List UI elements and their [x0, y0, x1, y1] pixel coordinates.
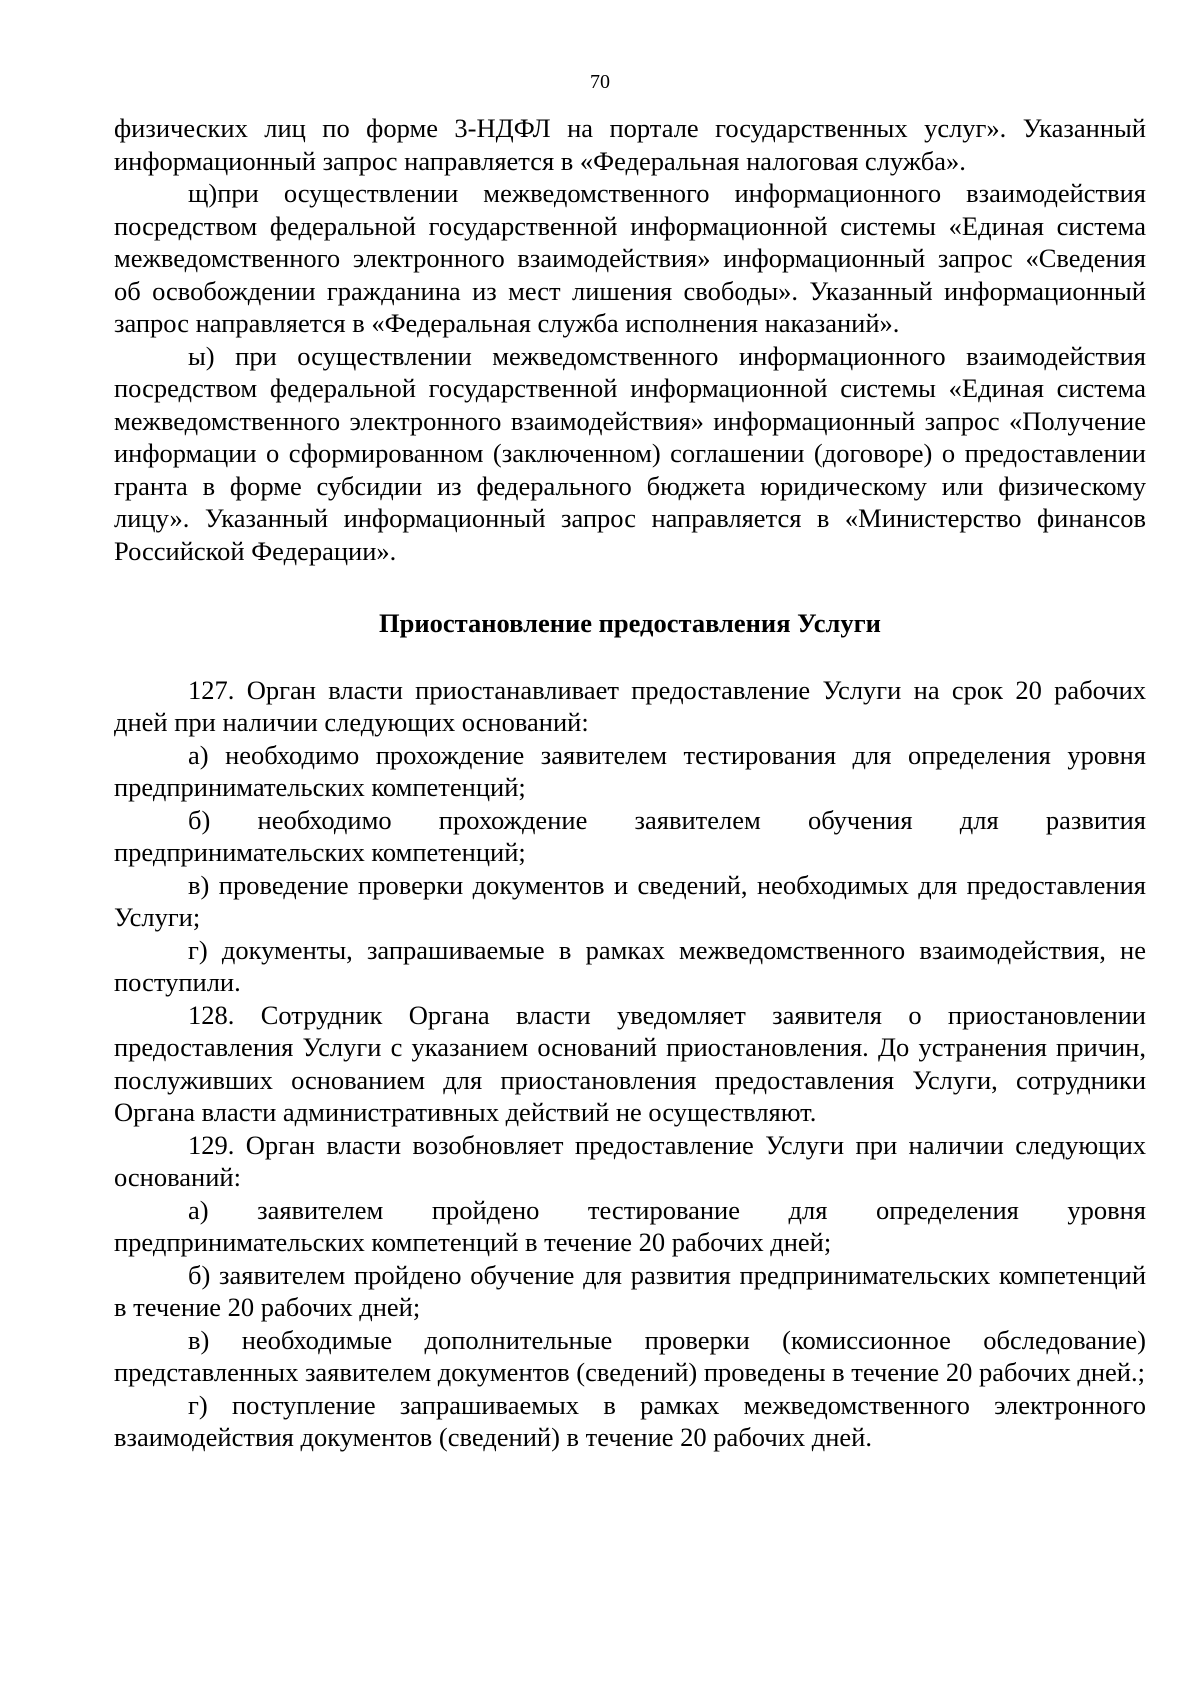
paragraph-129-b: б) заявителем пройдено обучение для развития предпринимательских компетенций в течение 20 рабочих дней; [114, 1259, 1146, 1322]
paragraph-129-v: в) необходимые дополнительные проверки (комиссионное обследование) представленных заявителем документов (сведений) проведены в течение 20 рабочих дней.; [114, 1324, 1146, 1387]
paragraph-item-shch: щ)при осуществлении межведомственного информационного взаимодействия посредством федеральной государственной информационной системы «Единая система межведомственного электронного взаимодействия» информационный запрос «Сведения об освобождении гражданина из мест лишения свободы». Указанный информационный запрос направляется в «Федеральная служба исполнения наказаний». [114, 178, 1146, 338]
paragraph-129: 129. Орган власти возобновляет предоставление Услуги при наличии следующих оснований: [114, 1129, 1146, 1192]
paragraph-continuation: физических лиц по форме 3-НДФЛ на портале государственных услуг». Указанный информационный запрос направляется в «Федеральная налоговая служба». [114, 113, 1146, 176]
paragraph-item-y: ы) при осуществлении межведомственного информационного взаимодействия посредством федеральной государственной информационной системы «Единая система межведомственного электронного взаимодействия» информационный запрос «Получение информации о сформированном (заключенном) соглашении (договоре) о предоставлении гранта в форме субсидии из федерального бюджета юридическому или физическому лицу». Указанный информационный запрос направляется в «Министерство финансов Российской Федерации». [114, 340, 1146, 566]
paragraph-127-g: г) документы, запрашиваемые в рамках межведомственного взаимодействия, не поступили. [114, 934, 1146, 997]
page-number: 70 [590, 71, 610, 93]
paragraph-129-g: г) поступление запрашиваемых в рамках межведомственного электронного взаимодействия документов (сведений) в течение 20 рабочих дней. [114, 1389, 1146, 1452]
paragraph-129-a: а) заявителем пройдено тестирование для определения уровня предпринимательских компетенций в течение 20 рабочих дней; [114, 1194, 1146, 1257]
paragraph-128: 128. Сотрудник Органа власти уведомляет заявителя о приостановлении предоставления Услуги с указанием оснований приостановления. До устранения причин, послуживших основанием для приостановления предоставления Услуги, сотрудники Органа власти административных действий не осуществляют. [114, 999, 1146, 1127]
section-heading: Приостановление предоставления Услуги [379, 608, 881, 638]
document-body [114, 112, 1146, 1454]
paragraph-127-a: а) необходимо прохождение заявителем тестирования для определения уровня предпринимательских компетенций; [114, 739, 1146, 802]
paragraph-127: 127. Орган власти приостанавливает предоставление Услуги на срок 20 рабочих дней при наличии следующих оснований: [114, 674, 1146, 737]
paragraph-127-b: б) необходимо прохождение заявителем обучения для развития предпринимательских компетенций; [114, 804, 1146, 867]
paragraph-127-v: в) проведение проверки документов и сведений, необходимых для предоставления Услуги; [114, 869, 1146, 932]
